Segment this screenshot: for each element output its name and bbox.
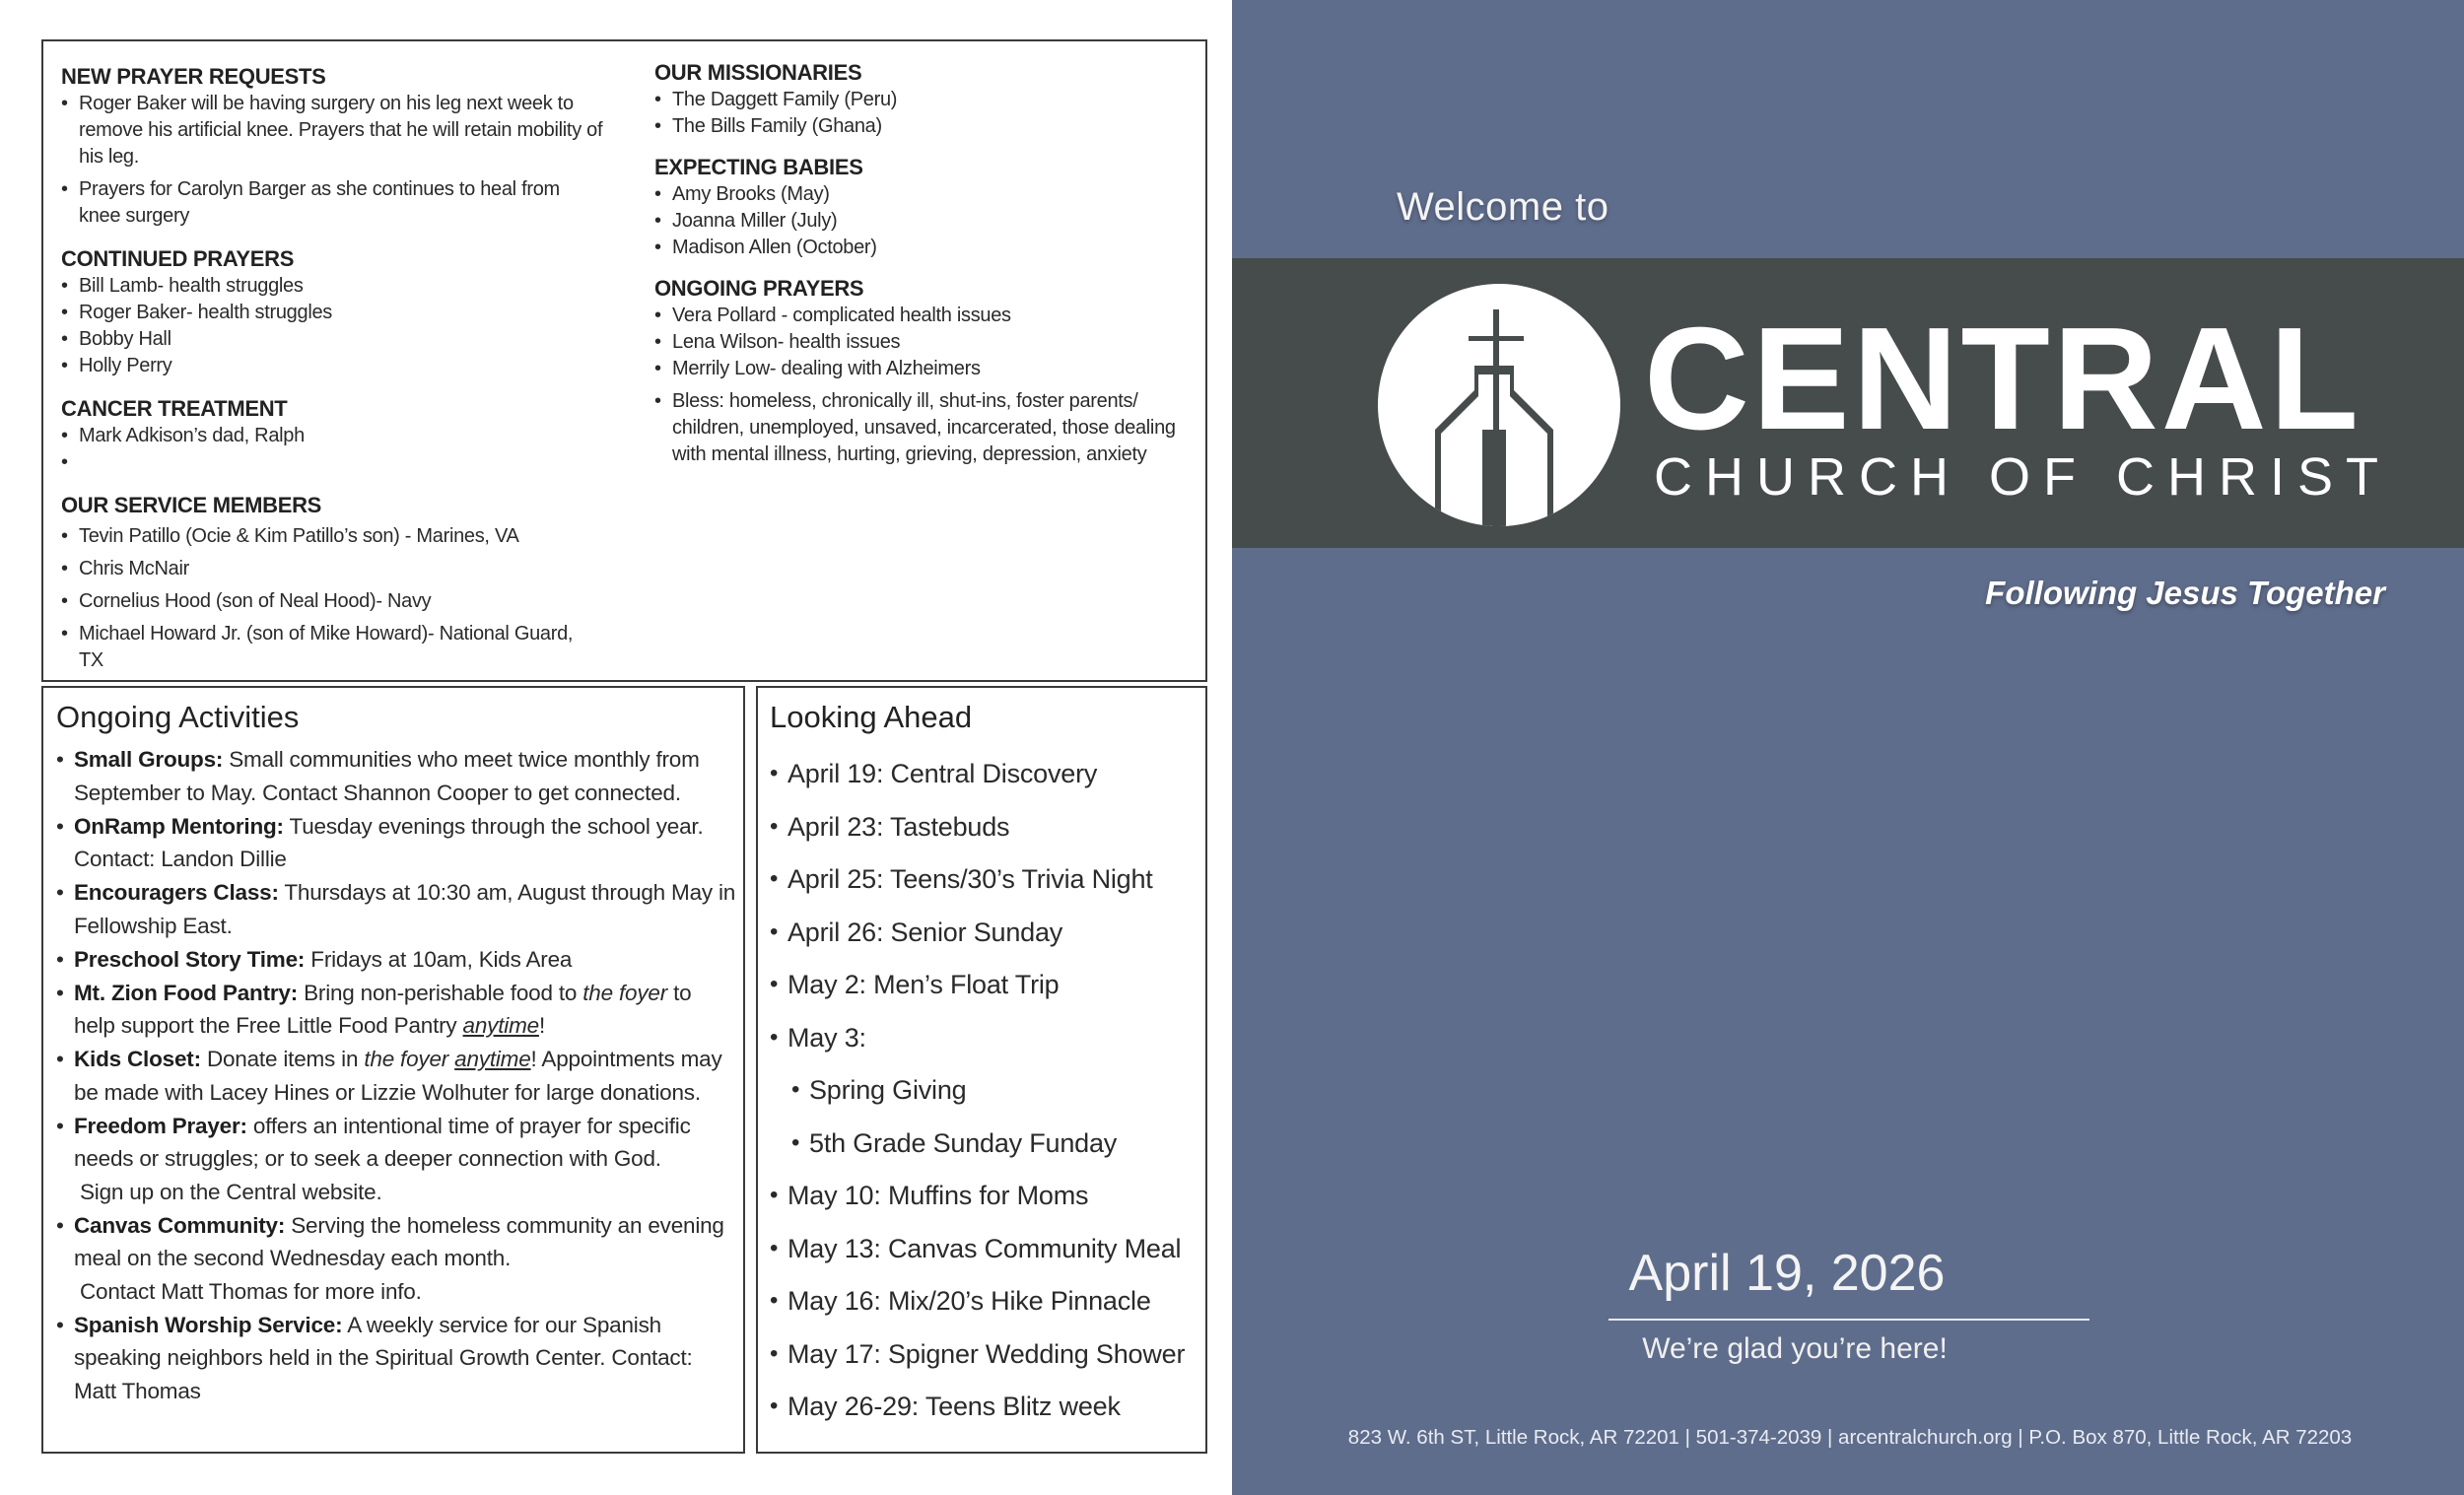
- ongoing-activities-panel: [41, 686, 745, 1454]
- cancer-treatment: [61, 395, 643, 476]
- activity-text: Donate items in: [206, 1047, 359, 1071]
- section-title: EXPECTING BABIES: [654, 155, 863, 179]
- event-item: • May 2: Men’s Float Trip: [770, 965, 1203, 1018]
- activity-name: Mt. Zion Food Pantry:: [74, 980, 299, 1005]
- activity-emphasis: the foyer: [364, 1047, 449, 1071]
- list-item: • Tevin Patillo (Ocie & Kim Patillo’s son) - Marines, VA: [61, 523, 643, 550]
- activity-text: Thursdays at 10:30 am, August through May in Fellowship East.: [74, 880, 736, 938]
- church-subname: CHURCH OF CHRIST: [1654, 447, 2391, 507]
- looking-ahead-panel: [756, 686, 1207, 1454]
- prayer-left-column: [61, 63, 643, 690]
- activity-text: offers an intentional time of prayer for specific needs or struggles; or to seek a deeper connection with God.: [74, 1113, 691, 1171]
- list-item: • Roger Baker will be having surgery on his leg next week to remove his artificial knee. Prayers that he will retain mobility of his leg.: [61, 91, 613, 170]
- list-item: • Bless: homeless, chronically ill, shut-ins, foster parents/ children, unemployed, unsaved, incarcerated, those dealing with mental illness, hurting, grieving, depression, anxiety: [654, 388, 1177, 468]
- panel-title: Ongoing Activities: [56, 700, 300, 734]
- list-item: • Holly Perry: [61, 353, 643, 379]
- divider: [1608, 1319, 2089, 1321]
- events-list: [770, 754, 1203, 1440]
- list-item: • Madison Allen (October): [654, 235, 1201, 261]
- list-item: • Mark Adkison’s dad, Ralph: [61, 423, 643, 449]
- list-item: [56, 1043, 736, 1109]
- expecting-babies: [654, 154, 1201, 261]
- activity-subtext: Contact Matt Thomas for more info.: [80, 1278, 422, 1304]
- service-date: April 19, 2026: [1628, 1245, 1946, 1302]
- event-item: • May 17: Spigner Wedding Shower: [770, 1334, 1203, 1388]
- list-item: • Amy Brooks (May): [654, 181, 1201, 208]
- event-item: • April 26: Senior Sunday: [770, 913, 1203, 966]
- activity-name: Small Groups:: [74, 747, 224, 772]
- event-item: • May 13: Canvas Community Meal: [770, 1229, 1203, 1282]
- new-prayer-requests: [61, 63, 643, 230]
- activity-name: Freedom Prayer:: [74, 1113, 247, 1138]
- panel-title: Looking Ahead: [770, 700, 973, 734]
- activity-text: A weekly service for our Spanish speaking neighbors held in the Spiritual Growth Center. Contact: Matt Thomas: [74, 1312, 693, 1403]
- activity-underline: anytime: [454, 1047, 531, 1071]
- activity-text: Tuesday evenings through the school year. Contact: Landon Dillie: [74, 813, 704, 871]
- activity-text: Fridays at 10am, Kids Area: [310, 946, 573, 972]
- activity-name: OnRamp Mentoring:: [74, 813, 284, 839]
- event-item: • May 26-29: Teens Blitz week: [770, 1387, 1203, 1440]
- event-subitem: • 5th Grade Sunday Funday: [770, 1123, 1203, 1177]
- list-item: [56, 1209, 736, 1309]
- list-item: • The Daggett Family (Peru): [654, 87, 1201, 113]
- section-title: CANCER TREATMENT: [61, 396, 288, 421]
- event-subitem: • Spring Giving: [770, 1070, 1203, 1123]
- list-item: [61, 449, 643, 476]
- greeting: We’re glad you’re here!: [1642, 1332, 1948, 1365]
- event-item: • May 3:: [770, 1018, 1203, 1071]
- list-item: [56, 943, 736, 977]
- prayer-right-column: [654, 59, 1201, 484]
- continued-prayers: [61, 245, 643, 379]
- activity-text: ! Appointments may be made with Lacey Hines or Lizzie Wolhuter for large donations.: [74, 1047, 722, 1105]
- church-logo-icon: [1376, 282, 1622, 528]
- list-item: • Chris McNair: [61, 556, 643, 582]
- event-item: • April 19: Central Discovery: [770, 754, 1203, 807]
- list-item: • Merrily Low- dealing with Alzheimers: [654, 356, 1201, 382]
- list-item: • Prayers for Carolyn Barger as she continues to heal from knee surgery: [61, 176, 574, 230]
- contact-footer: 823 W. 6th ST, Little Rock, AR 72201 | 501-374-2039 | arcentralchurch.org | P.O. Box 870, Little Rock, AR 72203: [1347, 1426, 2353, 1449]
- event-item: • April 23: Tastebuds: [770, 807, 1203, 860]
- logo-band: [1232, 258, 2464, 548]
- activity-name: Kids Closet:: [74, 1047, 201, 1071]
- list-item: • Bobby Hall: [61, 326, 643, 353]
- activity-name: Spanish Worship Service:: [74, 1312, 343, 1337]
- our-missionaries: [654, 59, 1201, 140]
- list-item: • Joanna Miller (July): [654, 208, 1201, 235]
- activity-text: Bring non-perishable food to: [304, 980, 578, 1005]
- activity-underline: anytime: [462, 1013, 539, 1038]
- service-members: [61, 492, 643, 674]
- list-item: [56, 876, 736, 942]
- list-item: [56, 810, 736, 876]
- welcome-text: Welcome to: [1397, 185, 1609, 229]
- list-item: [56, 1110, 736, 1209]
- section-title: CONTINUED PRAYERS: [61, 246, 295, 271]
- list-item: [56, 1309, 736, 1408]
- section-title: OUR SERVICE MEMBERS: [61, 493, 322, 517]
- list-item: [56, 743, 736, 809]
- activity-name: Encouragers Class:: [74, 880, 279, 905]
- section-title: NEW PRAYER REQUESTS: [61, 64, 326, 89]
- ongoing-prayers: [654, 275, 1201, 468]
- section-title: ONGOING PRAYERS: [654, 276, 864, 301]
- list-item: • Cornelius Hood (son of Neal Hood)- Navy: [61, 588, 643, 615]
- list-item: • Roger Baker- health struggles: [61, 300, 643, 326]
- activities-list: [56, 743, 736, 1408]
- activity-name: Canvas Community:: [74, 1212, 286, 1238]
- activity-text: Serving the homeless community an evening meal on the second Wednesday each month.: [74, 1212, 724, 1270]
- activity-text: !: [538, 1013, 545, 1038]
- cover-page: [1232, 0, 2464, 1495]
- list-item: [56, 977, 736, 1043]
- activity-subtext: Sign up on the Central website.: [80, 1179, 382, 1204]
- church-name: CENTRAL: [1644, 298, 2362, 460]
- list-item: • Michael Howard Jr. (son of Mike Howard)- National Guard, TX: [61, 621, 574, 674]
- event-item: • May 10: Muffins for Moms: [770, 1176, 1203, 1229]
- list-item: • Bill Lamb- health struggles: [61, 273, 643, 300]
- event-item: • April 25: Teens/30’s Trivia Night: [770, 859, 1203, 913]
- activity-text: Small communities who meet twice monthly from September to May. Contact Shannon Cooper to get connected.: [74, 747, 700, 805]
- activity-text: to help support the Free Little Food Pantry: [74, 980, 692, 1038]
- prayer-list-panel: [41, 39, 1207, 682]
- list-item: • Vera Pollard - complicated health issues: [654, 303, 1201, 329]
- section-title: OUR MISSIONARIES: [654, 60, 862, 85]
- tagline: Following Jesus Together: [1985, 575, 2385, 611]
- list-item: • Lena Wilson- health issues: [654, 329, 1201, 356]
- event-item: • May 16: Mix/20’s Hike Pinnacle: [770, 1281, 1203, 1334]
- activity-emphasis: the foyer: [582, 980, 668, 1005]
- list-item: • The Bills Family (Ghana): [654, 113, 1201, 140]
- activity-name: Preschool Story Time:: [74, 946, 306, 972]
